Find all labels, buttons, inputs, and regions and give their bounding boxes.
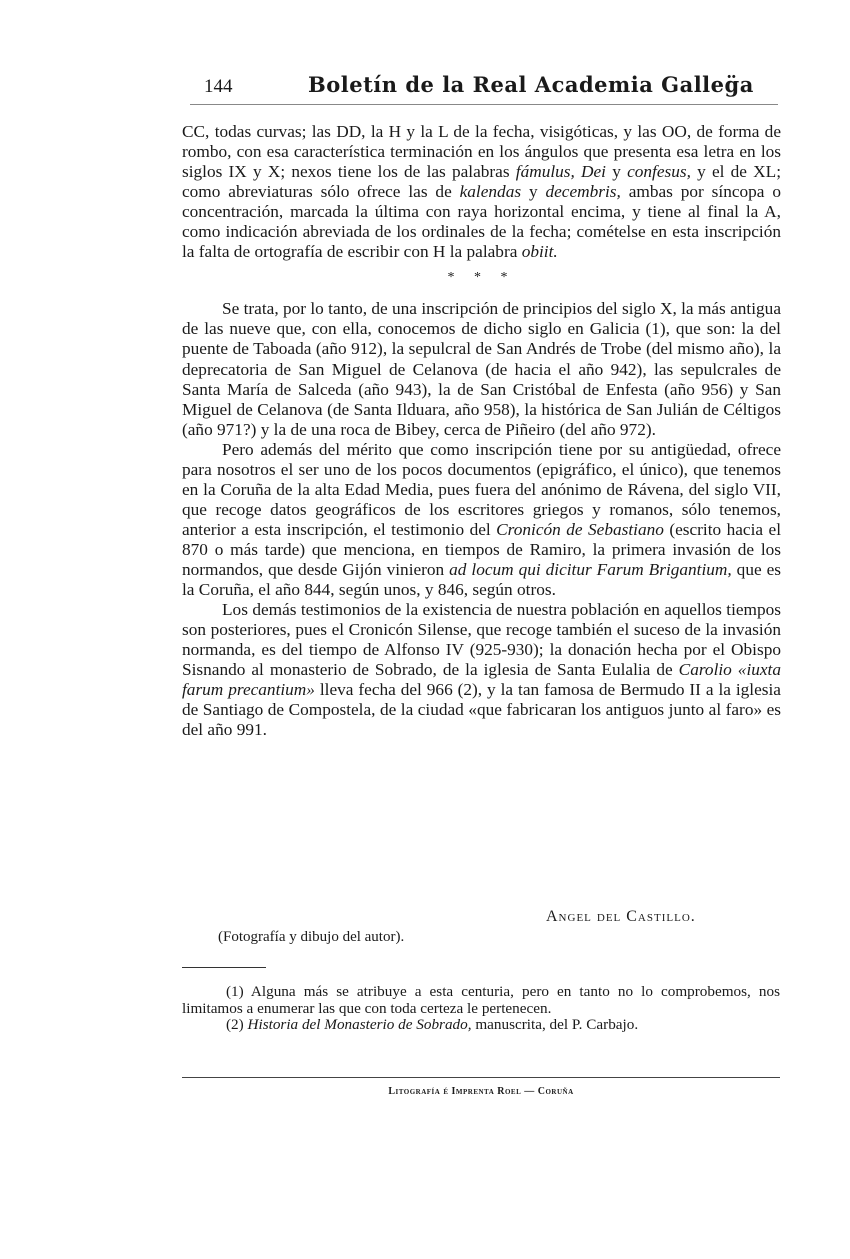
bottom-rule [182,1077,780,1078]
footnote-2: (2) Historia del Monasterio de Sobrado, manuscrita, del P. Carbajo. [226,1016,639,1034]
page-number: 144 [204,76,233,97]
printer-imprint: Litografía é Imprenta Roel — Coruña [388,1086,574,1097]
paragraph-1: CC, todas curvas; las DD, la H y la L de la fecha, visigóticas, y las OO, de forma de rombo, con esa característica terminación en los ángulos que presenta esa letra en los siglos IX y X; nexos tiene los de las palabras fámulus, Dei y confesus, y el de XL; como abreviaturas sólo ofrece las de kalendas y decembris, ambas por síncopa o concentración, marcada la última con raya horizontal encima, y tiene al final la A, como indicación abreviada de los ordinales de la fecha; comételse en esta inscripción la falta de ortografía de escribir con H la palabra obiit. [182,122,782,262]
author-signature: Angel del Castillo. [546,908,696,925]
running-title: Boletín de la Real Academia Galleg̈a [308,72,754,97]
footnote-1: (1) Alguna más se atribuye a esta centuria, pero en tanto no lo comprobemos, nos limitamos a enumerar las que con toda certeza le pertenecen. [182,983,780,1017]
paragraph-2: Se trata, por lo tanto, de una inscripción de principios del siglo X, la más antigua de las nueve que, con ella, conocemos de dicho siglo en Galicia (1), que son: la del puente de Taboada (año 912), la sepulcral de San Andrés de Trobe (del mismo año), la deprecatoria de San Miguel de Celanova (de hacia el año 942), las sepulcrales de Santa María de Salceda (año 943), la de San Cristóbal de Enfesta (año 956) y San Miguel de Celanova (de Santa Ilduara, año 958), la histórica de San Julián de Céltigos (año 971?) y la de una roca de Bibey, cerca de Piñeiro (del año 972). [182,299,781,439]
photo-credit: (Fotografía y dibujo del autor). [218,929,405,945]
section-separator: * * * [447,270,516,286]
paragraph-3: Pero además del mérito que como inscripción tiene por su antigüedad, ofrece para nosotros el ser uno de los pocos documentos (epigráfico, el único), que tenemos en la Coruña de la alta Edad Media, pues fuera del anónimo de Rávena, del siglo VII, que recoge datos geográficos de los escritores griegos y romanos, sólo tenemos, anterior a esta inscripción, el testimonio del Cronicón de Sebastiano (escrito hacia el 870 o más tarde) que menciona, en tiempos de Ramiro, la primera invasión de los normandos, que desde Gijón vinieron ad locum qui dicitur Farum Brigantium, que es la Coruña, el año 844, según unos, y 846, según otros. [182,439,781,600]
footnote-rule [182,967,266,968]
body-text [182,122,781,740]
paragraph-4: Los demás testimonios de la existencia de nuestra población en aquellos tiempos son posteriores, pues el Cronicón Silense, que recoge también el suceso de la invasión normanda, es del tiempo de Alfonso IV (925-930); la donación hecha por el Obispo Sisnando al monasterio de Sobrado, de la iglesia de Santa Eulalia de Carolio «iuxta farum precantium» lleva fecha del 966 (2), y la tan famosa de Bermudo II a la iglesia de Santiago de Compostela, de la ciudad «que fabricaran los antiguos junto al faro» es del año 991. [182,600,781,740]
footnotes [182,984,780,1034]
header-rule [190,104,778,105]
page-header [200,72,780,104]
